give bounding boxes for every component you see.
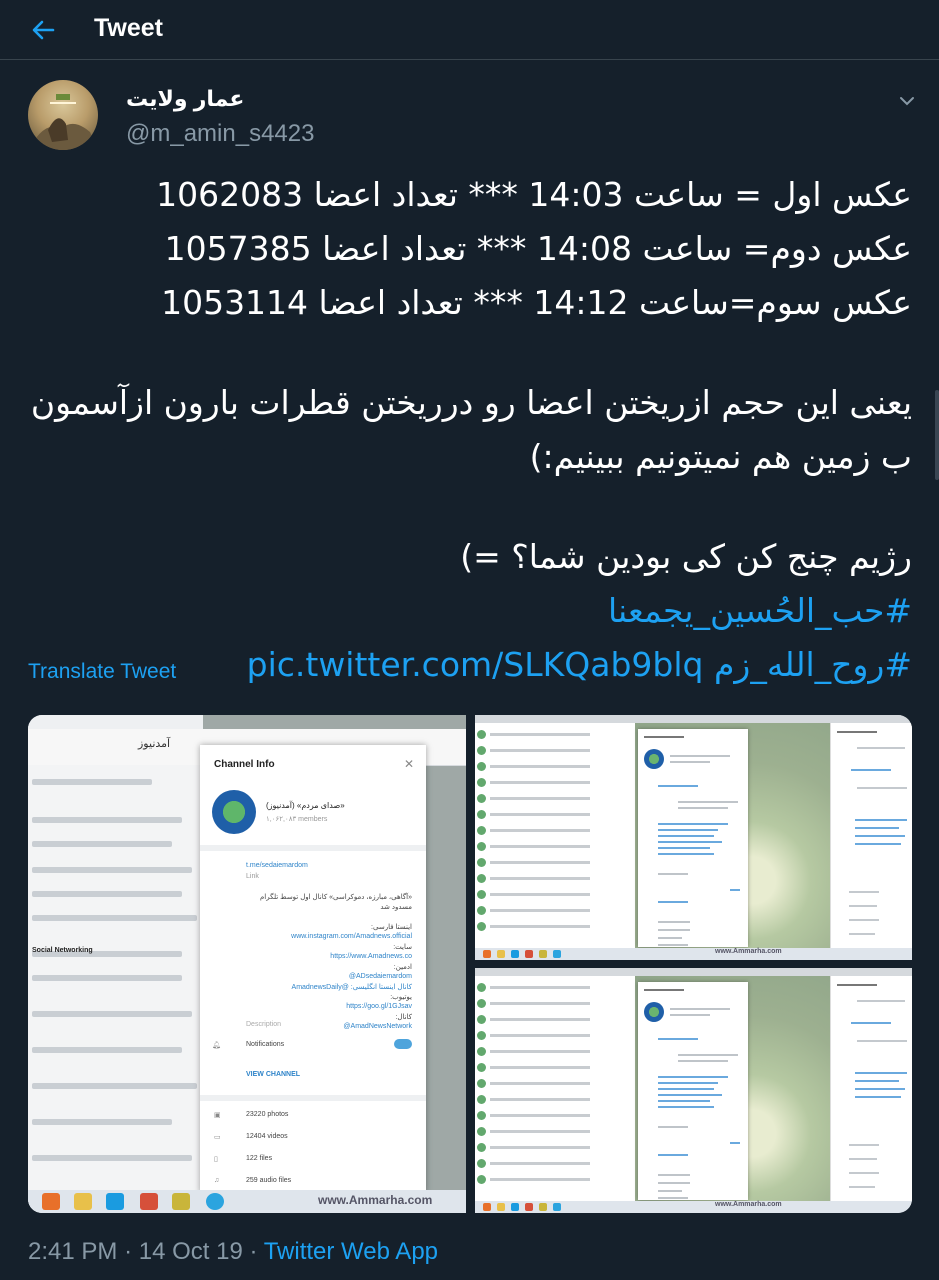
watermark: www.Ammarha.com [318,1193,433,1207]
tweet-metadata [28,1238,438,1266]
chevron-down-icon [898,94,916,108]
admin-link: @ADsedaiemardom [348,973,412,980]
screenshot-chat-list [28,765,203,1190]
watermark: www.Ammarha.com [715,948,782,955]
watermark: www.Ammarha.com [715,1201,782,1208]
avatar-image-icon [28,80,98,150]
channel-handle: @AmadNewsNetwork [343,1023,412,1030]
tweet-line: عکس سوم=ساعت 14:12 *** تعداد اعضا 1053114 [161,283,912,322]
channel-about-2: مسدود شد [380,904,412,911]
screenshot-right-panel [830,723,912,948]
folder-icon [74,1193,92,1210]
videos-count: 12404 videos [246,1133,288,1140]
screenshot-chat-list [475,976,635,1201]
site-label: سایت: [393,944,412,951]
channel-logo-icon [212,790,256,834]
scrollbar-thumb[interactable] [935,390,939,480]
bell-icon: 🔔︎ [212,1042,221,1049]
arrow-left-icon [31,19,55,41]
channel-members: ۱,۰۶۲,۰۸۳ members [266,816,328,823]
tweet-line: ب زمین هم نمیتونیم ببینیم:) [529,437,912,476]
top-bar [0,0,939,60]
more-options-button[interactable] [898,94,916,108]
back-button[interactable] [28,16,58,44]
hashtag-link[interactable]: #روح_الله_زم [713,645,912,684]
firefox-icon [42,1193,60,1210]
skype-icon [106,1193,124,1210]
video-icon: ▭ [214,1134,221,1141]
tweet-time[interactable]: 2:41 PM [28,1238,118,1265]
screenshot-channel-info-dialog [638,982,748,1200]
channel-name: «صدای مردم» (آمدنیوز) [266,801,345,810]
channel-label: کانال: [395,1014,412,1021]
translate-tweet-link[interactable]: Translate Tweet [28,660,177,683]
view-channel-label: VIEW CHANNEL [246,1071,301,1078]
youtube-label: یوتیوب: [390,994,412,1001]
media-image-1[interactable] [28,715,466,1213]
tweet-line: عکس دوم= ساعت 14:08 *** تعداد اعضا 1057385 [164,229,912,268]
app-p-icon [140,1193,158,1210]
author-username[interactable]: @m_amin_s4423 [126,120,315,147]
screenshot-taskbar [475,1201,912,1213]
tweet-line: یعنی این حجم ازریختن اعضا رو درریختن قطرات بارون ازآسمون [30,383,912,422]
photo-icon: ▣ [214,1112,221,1119]
hashtag-link[interactable]: #حب_الحُسین_یجمعنا [608,591,912,630]
description-label: Description [246,1021,282,1028]
author-display-name[interactable]: عمار ولایت [126,86,245,111]
notifications-toggle [394,1039,412,1049]
media-image-3[interactable] [475,968,912,1213]
audio-icon: ♫ [214,1177,220,1184]
insta-en-link: کانال اینستا انگلیسی: @AmadnewsDaily [291,984,412,991]
tweet-text [30,168,912,692]
tweet-date[interactable]: 14 Oct 19 [138,1238,243,1265]
site-link: https://www.Amadnews.co [330,953,412,960]
telegram-icon [206,1193,224,1210]
audio-count: 259 audio files [246,1177,292,1184]
channel-link-label: Link [246,873,259,880]
avatar[interactable] [28,80,98,150]
source-app-link[interactable]: Twitter Web App [263,1238,439,1265]
media-grid [28,715,912,1213]
admin-label: ادمین: [393,964,412,971]
insta-fa-label: اینستا فارسی: [371,924,412,931]
close-icon: ✕ [403,757,414,771]
separator-dot: · [124,1238,139,1265]
youtube-link: https://goo.gl/1GJsav [346,1003,412,1010]
screenshot-right-panel [830,976,912,1201]
photos-count: 23220 photos [246,1111,289,1118]
scrollbar-track[interactable] [933,60,939,1280]
channel-link: t.me/sedaiemardom [246,862,308,869]
files-count: 122 files [246,1155,273,1162]
dialog-title: Channel Info [214,759,275,770]
pic-link[interactable]: pic.twitter.com/SLKQab9blq [246,645,704,684]
insta-fa-link: www.instagram.com/Amadnews.official [291,933,412,940]
separator-dot: · [249,1238,264,1265]
screenshot-channel-info-dialog [638,729,748,947]
page-title: Tweet [94,14,163,42]
screenshot-channel-info-dialog [200,745,426,1193]
tweet-line: رژیم چنج کن کی بودین شما؟ =) [460,537,912,576]
screenshot-side-label: Social Networking [32,947,93,954]
app-m-icon [172,1193,190,1210]
file-icon: ▯ [214,1156,218,1163]
notifications-label: Notifications [246,1041,285,1048]
channel-about-1: «آگاهی، مبارزه، دموکراسی» کانال اول توسط تلگرام [259,894,412,901]
screenshot-taskbar [475,948,912,960]
media-image-2[interactable] [475,715,912,960]
screenshot-chat-list [475,723,635,948]
screenshot-search-text: آمدنیوز [138,738,171,750]
tweet-line: عکس اول = ساعت 14:03 *** تعداد اعضا 1062083 [156,175,912,214]
